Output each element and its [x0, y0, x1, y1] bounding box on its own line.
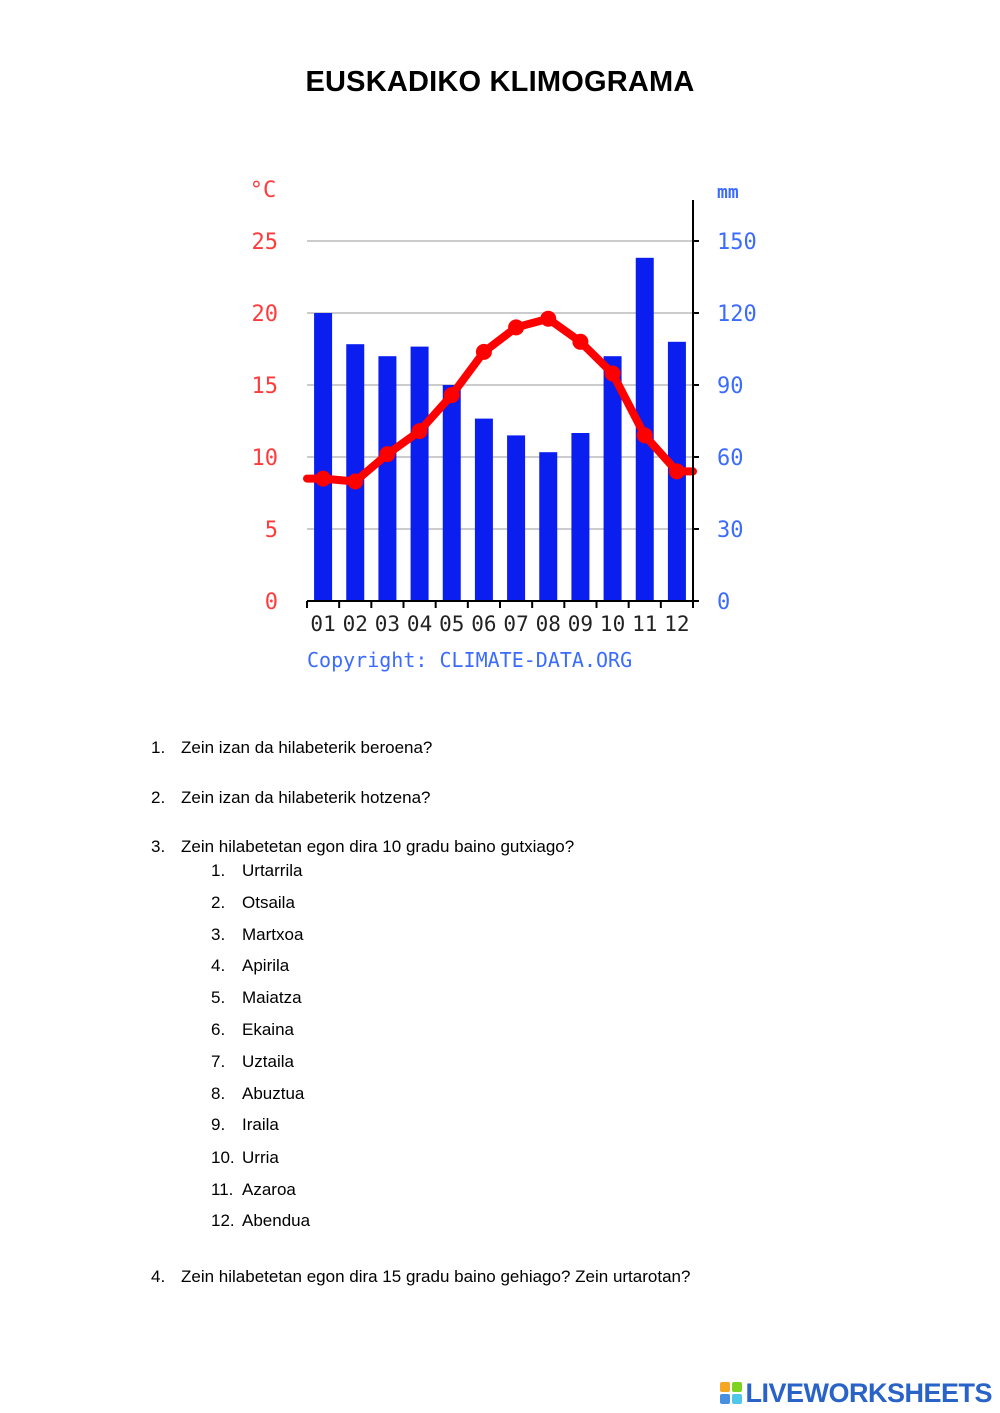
month-option[interactable]: 9. Iraila: [211, 1115, 279, 1134]
month-option[interactable]: 12. Abendua: [211, 1211, 311, 1230]
x-tick-label: 12: [664, 612, 690, 636]
chart-copyright: Copyright: CLIMATE-DATA.ORG: [307, 648, 633, 672]
temperature-point: [669, 463, 685, 479]
temperature-point: [540, 311, 556, 327]
right-tick-label: 0: [717, 590, 731, 615]
month-option[interactable]: 3. Martxoa: [211, 925, 304, 944]
logo-text: LIVEWORKSHEETS: [745, 1377, 992, 1408]
left-tick-label: 10: [251, 446, 278, 471]
temperature-line: [307, 311, 693, 490]
precipitation-bar: [443, 385, 461, 601]
temperature-point: [508, 319, 524, 335]
temperature-point: [315, 471, 331, 487]
x-tick-label: 05: [439, 612, 465, 636]
month-option[interactable]: 5. Maiatza: [211, 988, 302, 1007]
left-tick-label: 20: [251, 302, 278, 327]
x-tick-label: 06: [471, 612, 497, 636]
left-tick-label: 25: [251, 230, 278, 255]
month-option[interactable]: 11. Azaroa: [211, 1180, 296, 1199]
liveworksheets-logo[interactable]: [720, 1378, 992, 1408]
temperature-point: [379, 446, 395, 462]
precipitation-bar: [378, 356, 396, 601]
month-option[interactable]: 4. Apirila: [211, 956, 290, 975]
month-option[interactable]: 8. Abuztua: [211, 1084, 305, 1103]
precipitation-bar: [475, 419, 493, 601]
question-1: 1. Zein izan da hilabeterik beroena?: [151, 738, 433, 757]
right-axis-label: mm: [717, 182, 739, 203]
month-option[interactable]: 2. Otsaila: [211, 893, 295, 912]
x-tick-label: 08: [535, 612, 561, 636]
month-option[interactable]: 6. Ekaina: [211, 1020, 294, 1039]
question-2: 2. Zein izan da hilabeterik hotzena?: [151, 788, 431, 807]
precipitation-bar: [571, 433, 589, 601]
question-3: 3. Zein hilabetetan egon dira 10 gradu baino gutxiago?: [151, 837, 575, 856]
x-tick-label: 02: [342, 612, 368, 636]
right-tick-label: 150: [717, 230, 757, 255]
x-tick-label: 03: [374, 612, 401, 636]
temperature-point: [637, 427, 653, 443]
chart-grid: [307, 241, 693, 529]
temperature-point: [444, 387, 460, 403]
precipitation-bars: [314, 258, 686, 601]
month-option[interactable]: 7. Uztaila: [211, 1052, 294, 1071]
right-tick-label: 60: [717, 446, 744, 471]
x-tick-label: 01: [310, 612, 336, 636]
right-tick-label: 30: [717, 518, 744, 543]
x-tick-label: 09: [567, 612, 594, 636]
precipitation-bar: [411, 347, 429, 601]
left-tick-label: 15: [251, 374, 278, 399]
month-option[interactable]: 1. Urtarrila: [211, 861, 303, 880]
x-tick-label: 07: [503, 612, 529, 636]
temperature-point: [412, 423, 428, 439]
liveworksheets-logo-icon: [720, 1382, 742, 1404]
temperature-point: [476, 344, 492, 360]
question-4: 4. Zein hilabetetan egon dira 15 gradu baino gehiago? Zein urtarotan?: [151, 1267, 691, 1286]
right-tick-label: 120: [717, 302, 757, 327]
x-tick-label: 11: [632, 612, 658, 636]
month-option[interactable]: 10. Urria: [211, 1148, 279, 1167]
x-tick-label: 10: [599, 612, 626, 636]
left-tick-label: 5: [264, 518, 278, 543]
left-axis-label: °C: [249, 178, 277, 203]
precipitation-bar: [507, 435, 525, 601]
temperature-point: [605, 365, 621, 381]
precipitation-bar: [314, 313, 332, 601]
temperature-point: [572, 334, 588, 350]
temperature-point: [347, 473, 363, 489]
right-tick-label: 90: [717, 374, 744, 399]
x-tick-label: 04: [406, 612, 433, 636]
climograph-chart: [0, 0, 1000, 700]
left-tick-label: 0: [264, 590, 278, 615]
page-title: EUSKADIKO KLIMOGRAMA: [305, 66, 695, 98]
precipitation-bar: [539, 452, 557, 601]
